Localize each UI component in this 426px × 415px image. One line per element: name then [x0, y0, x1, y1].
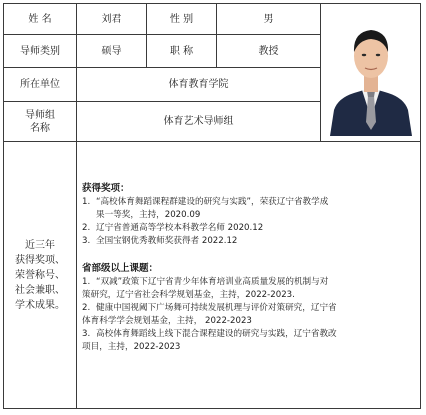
achievements-label-line: 获得奖项、: [15, 254, 65, 266]
achievements-label-line: 近三年: [25, 239, 55, 251]
gender-label: 性 别: [169, 13, 194, 25]
group-label-line1: 导师组: [25, 109, 55, 121]
achievements-label-line: 荣誉称号、: [15, 269, 65, 281]
award-text-line: 辽宁省普通高等学校本科教学名师 2020.12: [96, 223, 264, 233]
project-text-line: 高校体育舞蹈线上线下混合课程建设的研究与实践，辽宁省教改: [96, 329, 337, 339]
group-value: 体育艺术导师组: [163, 116, 234, 127]
portrait-photo: [324, 10, 418, 136]
awards-heading: 获得奖项：: [82, 183, 130, 194]
award-number: 1.: [82, 197, 91, 207]
achievements-content: [82, 176, 418, 354]
project-item-continued: 项目，主持，2022-2023: [82, 342, 181, 352]
group-label: [4, 102, 76, 141]
name-value: 刘君: [101, 13, 122, 25]
profile-table: [3, 3, 421, 409]
project-text-line: “双减”政策下辽宁省青少年体育培训业高质量发展的机制与对: [96, 277, 329, 287]
award-text-line: 全国宝钢优秀教师奖获得者 2022.12: [96, 236, 238, 246]
award-number: 3.: [82, 236, 91, 246]
award-item: [82, 235, 418, 248]
portrait-illustration: [324, 10, 418, 136]
project-number: 1.: [82, 277, 91, 287]
award-item: [82, 196, 418, 209]
projects-heading: 省部级以上课题：: [82, 263, 159, 274]
project-item-continued: 体育科学学会规划基金，主持， 2022-2023: [82, 316, 252, 326]
title-value: 教授: [258, 45, 279, 57]
unit-label: 所在单位: [20, 79, 60, 90]
award-text-line: “高校体育舞蹈课程群建设的研究与实践”，荣获辽宁省教学成: [96, 197, 329, 207]
project-item: [82, 276, 418, 289]
group-label-line2: 名称: [30, 122, 50, 134]
name-label: 姓 名: [28, 13, 52, 25]
advisor-type-label: 导师类别: [20, 45, 60, 57]
project-number: 3.: [82, 329, 91, 339]
project-item-continued: 策研究，辽宁省社会科学规划基金，主持，2022-2023.: [82, 290, 295, 300]
project-text-line: 健康中国视阈下广场舞可持续发展机理与评价对策研究，辽宁省: [96, 303, 337, 313]
gender-value: 男: [263, 13, 274, 25]
title-label: 职 称: [169, 45, 194, 57]
award-item-continued: 果一等奖，主持，2020.09: [96, 210, 201, 220]
column-divider: [320, 4, 321, 141]
achievements-label-line: 学术成果。: [15, 299, 65, 311]
project-item: [82, 328, 418, 341]
unit-value: 体育教育学院: [168, 79, 229, 90]
project-number: 2.: [82, 303, 91, 313]
achievements-label-line: 社会兼职、: [15, 284, 65, 296]
award-item: [82, 222, 418, 235]
achievements-label: [4, 142, 76, 408]
advisor-type-value: 硕导: [101, 45, 122, 57]
award-number: 2.: [82, 223, 91, 233]
project-item: [82, 302, 418, 315]
